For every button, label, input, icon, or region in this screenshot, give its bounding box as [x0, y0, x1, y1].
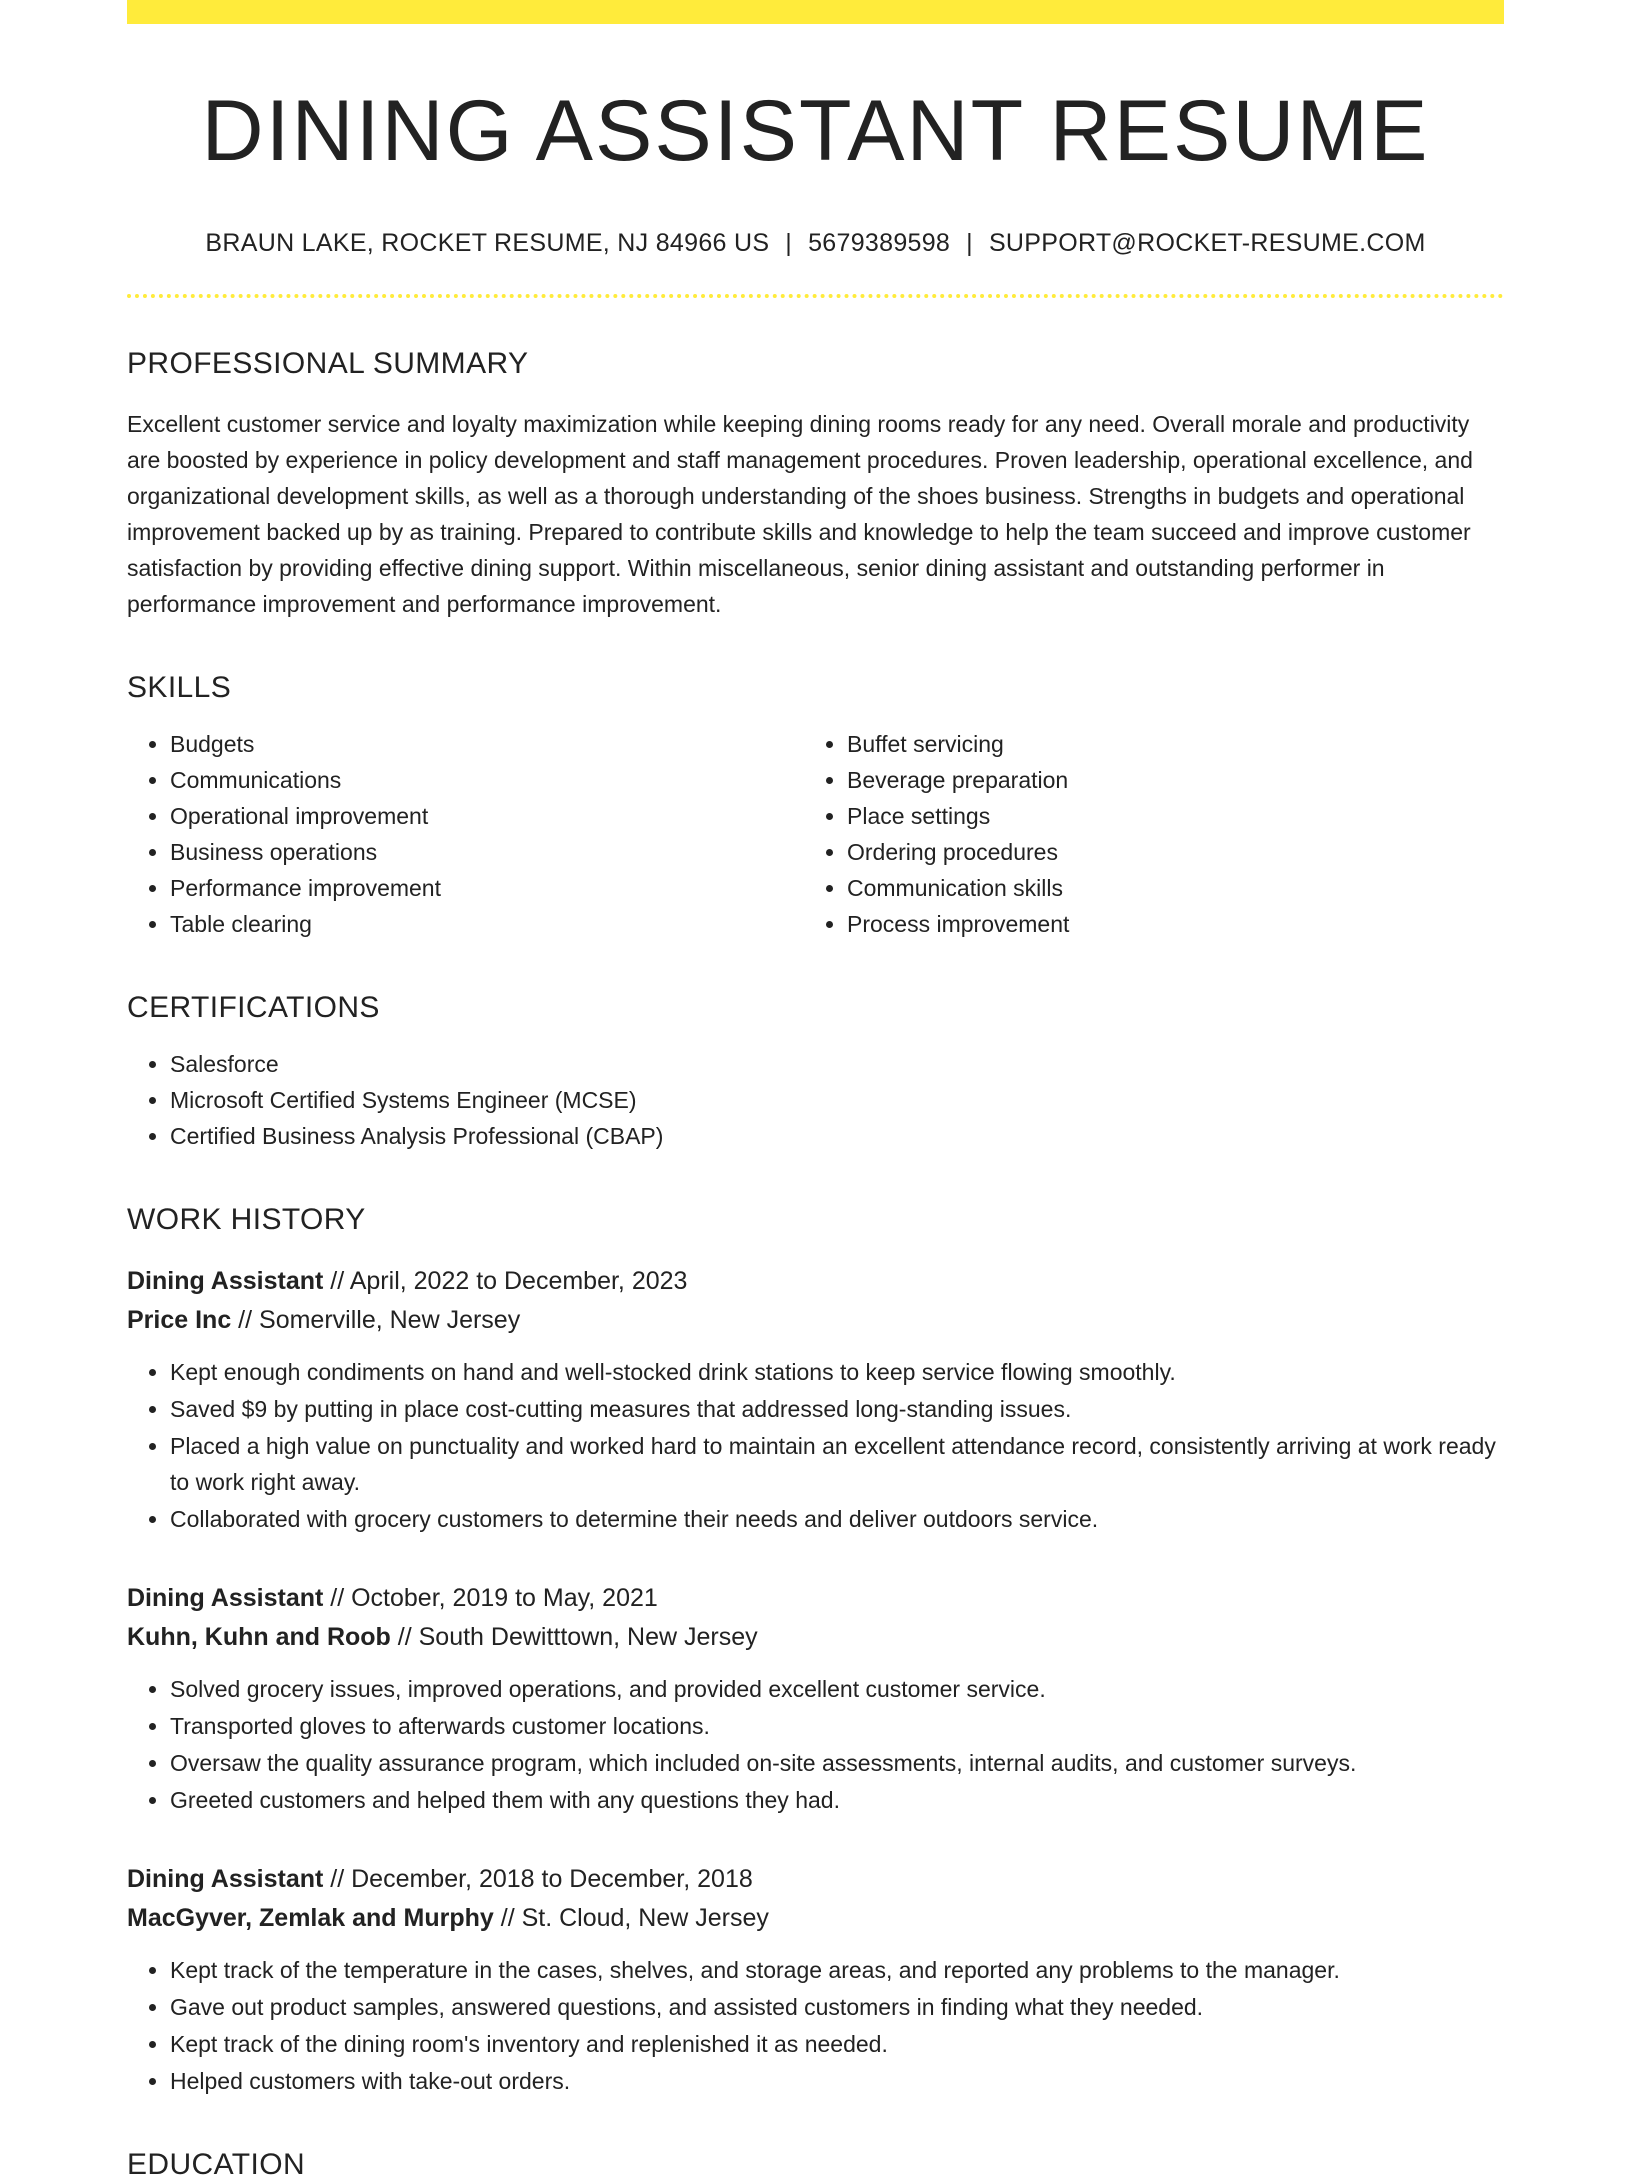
job-bullet: • Saved $9 by putting in place cost-cutting measures that addressed long-standing issues.	[170, 1391, 1504, 1427]
certification-item: • Certified Business Analysis Professional (CBAP)	[170, 1118, 1504, 1154]
job-bullet: • Oversaw the quality assurance program, which included on-site assessments, internal audits, and customer surveys.	[170, 1745, 1504, 1781]
skill-item: • Process improvement	[847, 906, 1547, 942]
job-bullets	[127, 1354, 1504, 1537]
job-entry	[127, 1262, 1504, 1537]
job-role: Dining Assistant	[127, 1266, 324, 1295]
contact-separator: |	[785, 228, 793, 257]
job-bullet: • Helped customers with take-out orders.	[170, 2063, 1504, 2099]
certifications-list	[127, 1046, 1504, 1154]
job-bullet: • Kept track of the dining room's inventory and replenished it as needed.	[170, 2026, 1504, 2062]
job-dates: // October, 2019 to May, 2021	[323, 1583, 658, 1612]
summary-text: Excellent customer service and loyalty maximization while keeping dining rooms ready for any need. Overall morale and productivity are boosted by experience in policy development and staff management procedures. Proven leadership, operational excellence, and organizational development skills, as well as a thorough understanding of the shoes business. Strengths in budgets and operational improvement backed up by as training. Prepared to contribute skills and knowledge to help the team succeed and improve customer satisfaction by providing effective dining support. Within miscellaneous, senior dining assistant and outstanding performer in performance improvement and performance improvement.	[127, 410, 1473, 617]
job-location: // Somerville, New Jersey	[231, 1305, 521, 1334]
job-entry	[127, 1579, 1504, 1818]
job-company-line	[127, 1899, 1504, 1938]
skills-heading: SKILLS	[127, 670, 232, 704]
job-title-line	[127, 1579, 1504, 1618]
contact-address: BRAUN LAKE, ROCKET RESUME, NJ 84966 US	[205, 228, 770, 257]
job-company: MacGyver, Zemlak and Murphy	[127, 1903, 494, 1932]
contact-email: SUPPORT@ROCKET-RESUME.COM	[988, 228, 1426, 257]
skill-item: • Communications	[170, 762, 804, 798]
job-company: Price Inc	[127, 1305, 232, 1334]
job-dates: // December, 2018 to December, 2018	[323, 1864, 753, 1893]
work-history-section	[127, 1202, 1504, 2099]
job-title-line	[127, 1860, 1504, 1899]
job-bullets	[127, 1671, 1504, 1818]
job-bullet: • Collaborated with grocery customers to determine their needs and deliver outdoors service.	[170, 1501, 1504, 1537]
job-bullet: • Kept enough condiments on hand and well-stocked drink stations to keep service flowing smoothly.	[170, 1354, 1504, 1390]
dotted-divider	[127, 294, 1504, 298]
certifications-section	[127, 990, 1504, 1154]
skill-item: • Communication skills	[847, 870, 1547, 906]
certification-item: • Salesforce	[170, 1046, 1504, 1082]
certification-item: • Microsoft Certified Systems Engineer (MCSE)	[170, 1082, 1504, 1118]
contact-line	[127, 229, 1504, 258]
job-bullet: • Transported gloves to afterwards customer locations.	[170, 1708, 1504, 1744]
job-company: Kuhn, Kuhn and Roob	[127, 1622, 391, 1651]
skills-section	[127, 670, 1504, 942]
work-history-heading: WORK HISTORY	[127, 1202, 366, 1236]
job-role: Dining Assistant	[127, 1864, 324, 1893]
skill-item: • Performance improvement	[170, 870, 804, 906]
job-bullet: • Placed a high value on punctuality and worked hard to maintain an excellent attendance record, consistently arriving at work ready to work right away.	[170, 1428, 1504, 1500]
job-bullet: • Gave out product samples, answered questions, and assisted customers in finding what they needed.	[170, 1989, 1504, 2025]
job-bullets	[127, 1952, 1504, 2099]
skill-item: • Place settings	[847, 798, 1547, 834]
summary-heading: PROFESSIONAL SUMMARY	[127, 346, 529, 380]
skill-item: • Table clearing	[170, 906, 804, 942]
job-role: Dining Assistant	[127, 1583, 324, 1612]
skill-item: • Budgets	[170, 726, 804, 762]
certifications-heading: CERTIFICATIONS	[127, 990, 380, 1024]
skill-item: • Beverage preparation	[847, 762, 1547, 798]
job-entry	[127, 1860, 1504, 2099]
skill-item: • Operational improvement	[170, 798, 804, 834]
job-title-line	[127, 1262, 1504, 1301]
job-company-line	[127, 1301, 1504, 1340]
education-heading: EDUCATION	[127, 2147, 306, 2181]
skill-item: • Ordering procedures	[847, 834, 1547, 870]
job-dates: // April, 2022 to December, 2023	[323, 1266, 688, 1295]
accent-top-bar	[127, 0, 1504, 24]
job-bullet: • Solved grocery issues, improved operations, and provided excellent customer service.	[170, 1671, 1504, 1707]
job-bullet: • Greeted customers and helped them with any questions they had.	[170, 1782, 1504, 1818]
skills-grid	[127, 706, 1504, 942]
job-location: // South Dewitttown, New Jersey	[390, 1622, 758, 1651]
skill-item: • Buffet servicing	[847, 726, 1547, 762]
job-bullet: • Kept track of the temperature in the cases, shelves, and storage areas, and reported any problems to the manager.	[170, 1952, 1504, 1988]
summary-section	[127, 346, 1504, 622]
contact-separator: |	[966, 228, 973, 257]
job-company-line	[127, 1618, 1504, 1657]
skills-list-left	[127, 726, 804, 942]
skills-list-right	[804, 726, 1547, 942]
contact-phone: 5679389598	[808, 228, 951, 257]
resume-page	[127, 0, 1504, 2183]
resume-title: DINING ASSISTANT RESUME	[201, 83, 1430, 179]
education-section	[127, 2147, 1504, 2183]
skill-item: • Business operations	[170, 834, 804, 870]
job-location: // St. Cloud, New Jersey	[493, 1903, 769, 1932]
